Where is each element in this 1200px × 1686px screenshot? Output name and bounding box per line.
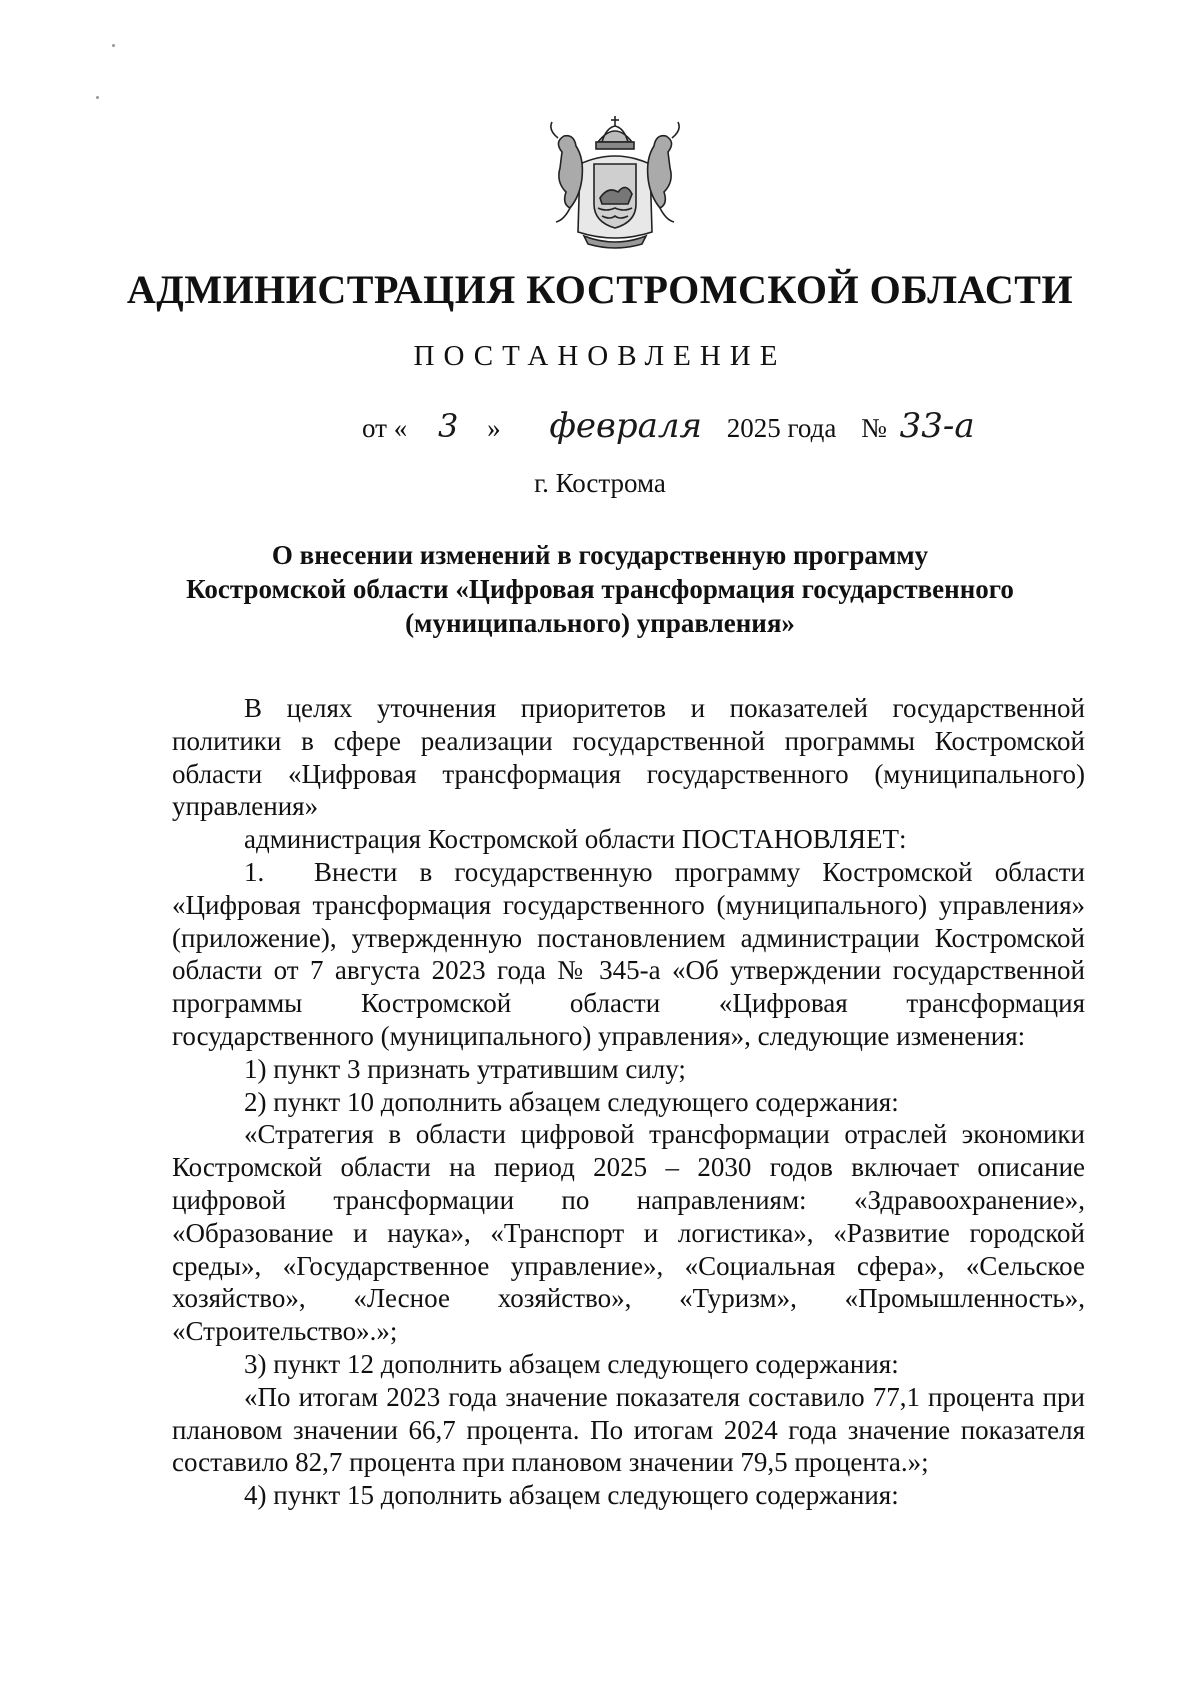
document-number: 33-а [899,406,975,446]
item-number: 1. [244,856,265,887]
date-line [362,406,975,446]
organization-title: АДМИНИСТРАЦИЯ КОСТРОМСКОЙ ОБЛАСТИ [126,267,1074,312]
scan-speck [112,44,115,47]
subitem-paragraph: 3) пункт 12 дополнить абзацем следующего содержания: [244,1348,899,1379]
subject-line: Костромской области «Цифровая трансформация государственного [186,574,1014,604]
date-prefix: от « [362,413,408,443]
resolution-paragraph: администрация Костромской области ПОСТАНОВЛЯЕТ: [244,824,907,855]
quoted-paragraph: «По итогам 2023 года значение показателя составило 77,1 процента при плановом значении 66,7 процента. По итогам 2024 года значение показателя составило 82,7 процента при плановом значении 79,5 процента.»; [172,1381,1085,1478]
subitem-paragraph: 2) пункт 10 дополнить абзацем следующего содержания: [244,1086,899,1117]
item-1-paragraph [172,856,1085,1053]
scan-speck [96,96,99,99]
quoted-paragraph: «Стратегия в области цифровой трансформации отраслей экономики Костромской области на период 2025 – 2030 годов включает описание цифровой трансформации по направлениям: «Здравоохранение», «Образование и наука», «Транспорт и логистика», «Развитие городской среды», «Государственное управление», «Социальная сфера», «Сельское хозяйство», «Лесное хозяйство», «Туризм», «Промышленность», «Строительство».»; [172,1119,1085,1347]
item-text: Внести в государственную программу Костромской области «Цифровая трансформация государственного (муниципального) управления» (приложение), утвержденную постановлением администрации Костромской области от 7 августа 2023 года № 345-а «Об утверждении государственной программы Костромской области «Цифровая трансформация государственного (муниципального) управления», следующие изменения: [172,856,1085,1051]
date-day: 3 [437,407,459,445]
date-year: 2025 года [726,413,837,443]
document-type: ПОСТАНОВЛЕНИЕ [413,340,787,372]
kostroma-coat-of-arms-icon [540,112,690,252]
document-body [172,692,1085,1512]
city: г. Кострома [534,468,666,498]
number-sign: № [861,413,887,443]
preamble-paragraph: В целях уточнения приоритетов и показателей государственной политики в сфере реализации государственной программы Костромской области «Цифровая трансформация государственного (муниципального) управления» [172,693,1085,822]
date-month: февраля [549,406,703,446]
subject-line: О внесении изменений в государственную программу [271,540,929,570]
subject-line: (муниципального) управления» [405,608,795,638]
document-subject [150,538,1050,640]
subitem-paragraph: 4) пункт 15 дополнить абзацем следующего содержания: [244,1480,899,1511]
date-close-quote: » [487,413,501,443]
subitem-paragraph: 1) пункт 3 признать утратившим силу; [244,1053,686,1084]
